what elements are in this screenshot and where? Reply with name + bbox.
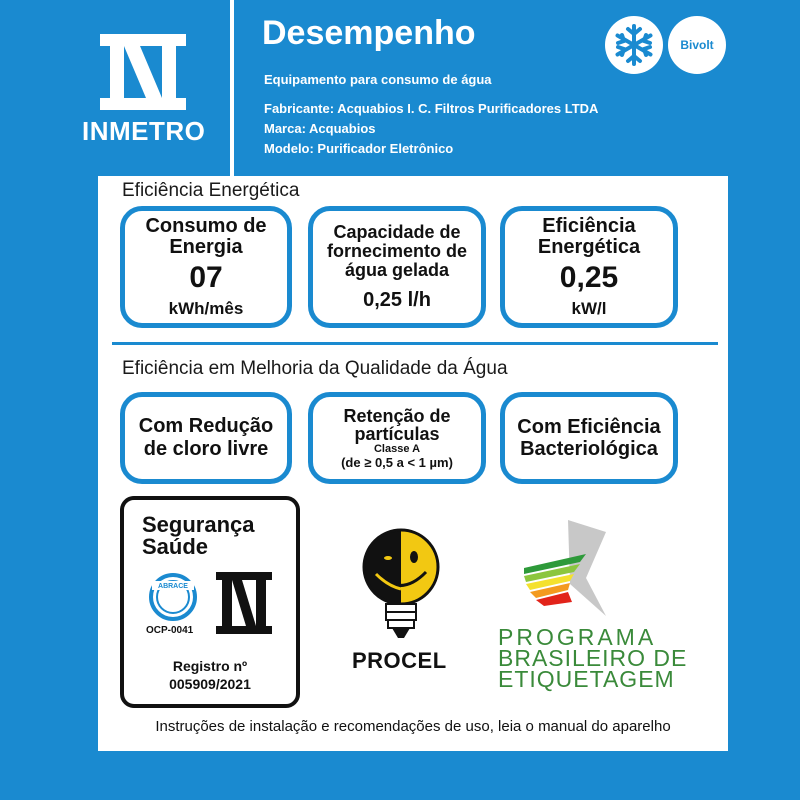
bottom-strip bbox=[0, 751, 800, 800]
pbe-line-3: ETIQUETAGEM bbox=[498, 666, 675, 692]
energy-efficiency-box bbox=[500, 206, 678, 328]
energy-efficiency-title: Eficiência Energética bbox=[537, 215, 641, 259]
particle-retention-range: (de ≥ 0,5 a < 1 µm) bbox=[341, 454, 453, 470]
manufacturer-text: Fabricante: Acquabios I. C. Filtros Purificadores LTDA bbox=[264, 101, 599, 116]
inmetro-seal-icon bbox=[216, 572, 272, 634]
bacteriological-efficiency-box bbox=[500, 392, 678, 484]
abrace-logo-icon bbox=[148, 572, 198, 622]
chlorine-reduction-box bbox=[120, 392, 292, 484]
label-title: Desempenho bbox=[262, 14, 476, 52]
pbe-logo-icon bbox=[516, 518, 616, 620]
energy-section-label: Eficiência Energética bbox=[122, 180, 300, 201]
footer-instructions: Instruções de instalação e recomendações de uso, leia o manual do aparelho bbox=[155, 718, 671, 735]
bacteriological-efficiency-title: Com Eficiência Bacteriológica bbox=[517, 416, 661, 460]
energy-consumption-title: Consumo de Energia bbox=[145, 215, 267, 259]
bivolt-badge: Bivolt bbox=[668, 16, 726, 74]
section-divider bbox=[112, 342, 718, 345]
pbe-line-1: PROGRAMA bbox=[498, 624, 657, 650]
cold-water-capacity-box bbox=[308, 206, 486, 328]
chlorine-reduction-title: Com Redução de cloro livre bbox=[138, 415, 274, 460]
procel-bulb-icon bbox=[360, 526, 442, 644]
particle-retention-box bbox=[308, 392, 486, 484]
particle-retention-class: Classe A bbox=[373, 443, 421, 456]
ocp-code: OCP-0041 bbox=[146, 625, 194, 636]
energy-efficiency-unit: kW/l bbox=[571, 298, 607, 318]
model-text: Modelo: Purificador Eletrônico bbox=[264, 141, 454, 156]
procel-label: PROCEL bbox=[352, 648, 447, 673]
registro-label: Registro nº bbox=[172, 658, 248, 674]
brand-text: Marca: Acquabios bbox=[264, 121, 376, 136]
header-divider bbox=[230, 0, 234, 176]
label-subtitle: Equipamento para consumo de água bbox=[264, 72, 492, 87]
pbe-line-2: BRASILEIRO DE bbox=[498, 645, 688, 671]
safety-health-seal bbox=[120, 496, 300, 708]
cold-water-capacity-value: 0,25 l/h bbox=[363, 288, 431, 311]
safety-title-line2: Saúde bbox=[142, 534, 209, 559]
snowflake-icon bbox=[605, 16, 663, 74]
energy-efficiency-value: 0,25 bbox=[559, 261, 619, 295]
safety-title-line1: Segurança bbox=[142, 512, 255, 537]
energy-consumption-unit: kWh/mês bbox=[168, 298, 244, 318]
particle-retention-title: Retenção de partículas bbox=[343, 405, 451, 445]
inmetro-logo bbox=[0, 0, 230, 176]
cold-water-capacity-title: Capacidade de fornecimento de água gelada bbox=[326, 222, 468, 280]
abrace-text: ABRACE bbox=[158, 583, 188, 590]
inmetro-wordmark: INMETRO bbox=[82, 116, 206, 146]
energy-consumption-box bbox=[120, 206, 292, 328]
energy-consumption-value: 07 bbox=[189, 261, 223, 295]
cold-water-badge bbox=[605, 16, 663, 74]
inmetro-mark-icon bbox=[0, 0, 230, 176]
quality-section-label: Eficiência em Melhoria da Qualidade da Água bbox=[122, 358, 508, 379]
safety-title bbox=[142, 514, 255, 558]
registro-number: 005909/2021 bbox=[169, 676, 251, 692]
